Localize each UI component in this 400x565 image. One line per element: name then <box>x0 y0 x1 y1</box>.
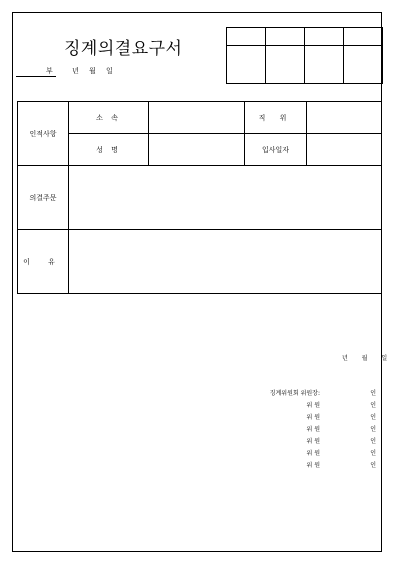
seal-mark: 인 <box>370 414 376 421</box>
position-label: 직 위 <box>245 102 307 134</box>
affiliation-label: 소 속 <box>69 102 149 134</box>
position-field[interactable] <box>307 102 382 134</box>
seal-mark: 인 <box>370 462 376 469</box>
approval-header-cell <box>344 28 383 46</box>
request-text-field[interactable] <box>69 166 382 230</box>
signature-label: 위 원 <box>306 450 320 457</box>
approval-sign-cell <box>344 46 383 84</box>
signature-label: 위 원 <box>306 426 320 433</box>
signature-row <box>230 388 376 400</box>
join-date-field[interactable] <box>307 134 382 166</box>
signature-label: 위 원 <box>306 438 320 445</box>
seal-mark: 인 <box>370 390 376 397</box>
approval-sign-cell <box>305 46 344 84</box>
signature-row <box>230 448 376 460</box>
personal-info-label: 인적사항 <box>18 102 69 166</box>
signature-label: 징계위원회 위원장: <box>269 390 320 397</box>
approval-header-cell <box>227 28 266 46</box>
footer-date: 년 월 일 <box>342 355 394 362</box>
name-field[interactable] <box>149 134 245 166</box>
department-underline <box>16 76 56 77</box>
issue-date-label: 년 월 일 <box>72 67 117 75</box>
department-prefix: 부 <box>46 67 53 75</box>
signature-label: 위 원 <box>306 462 320 469</box>
signature-row <box>230 424 376 436</box>
request-text-label: 의결주문 <box>18 166 69 230</box>
seal-mark: 인 <box>370 402 376 409</box>
seal-mark: 인 <box>370 438 376 445</box>
join-date-label: 입사일자 <box>245 134 307 166</box>
signature-label: 위 원 <box>306 402 320 409</box>
signature-block <box>230 388 376 472</box>
signature-row <box>230 412 376 424</box>
name-label: 성 명 <box>69 134 149 166</box>
approval-sign-cell <box>266 46 305 84</box>
signature-row <box>230 436 376 448</box>
reason-label: 이 유 <box>18 230 69 294</box>
document-title: 징계의결요구서 <box>64 39 183 59</box>
seal-mark: 인 <box>370 426 376 433</box>
signature-row <box>230 460 376 472</box>
reason-field[interactable] <box>69 230 382 294</box>
approval-header-cell <box>305 28 344 46</box>
approval-header-cell <box>266 28 305 46</box>
approval-stamp-box <box>226 27 383 84</box>
seal-mark: 인 <box>370 450 376 457</box>
approval-sign-cell <box>227 46 266 84</box>
request-form-table <box>17 101 382 294</box>
signature-label: 위 원 <box>306 414 320 421</box>
affiliation-field[interactable] <box>149 102 245 134</box>
signature-row <box>230 400 376 412</box>
